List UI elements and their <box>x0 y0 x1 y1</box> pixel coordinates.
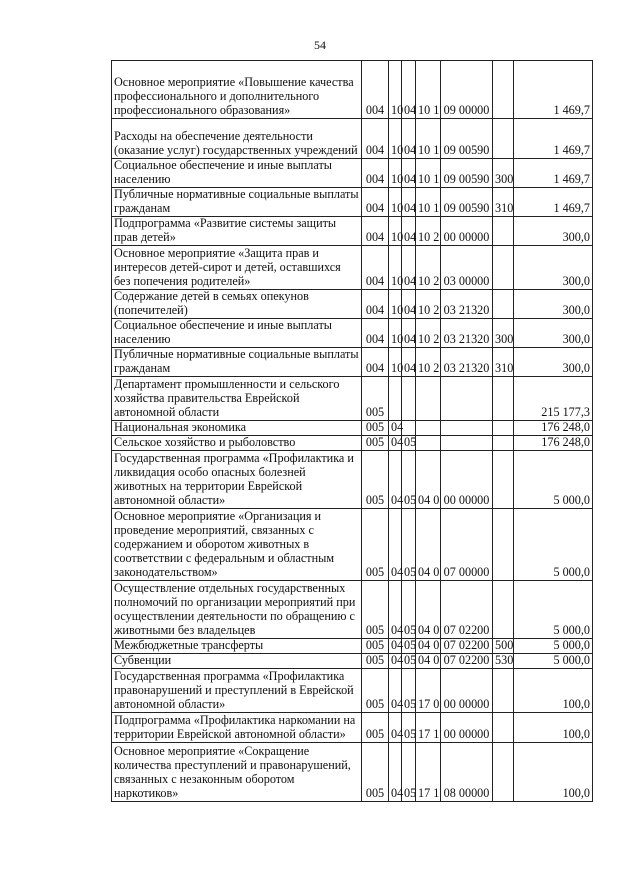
ved-code: 005 <box>362 580 389 638</box>
amount: 5 000,0 <box>514 450 593 508</box>
expense-type-code <box>493 580 514 638</box>
amount: 176 248,0 <box>514 421 593 436</box>
section-code: 04 <box>389 435 402 450</box>
expense-type-code: 300 <box>493 159 514 188</box>
target-article-code: 07 00000 <box>441 508 493 580</box>
amount: 176 248,0 <box>514 435 593 450</box>
table-row <box>112 246 593 290</box>
target-article-code: 00 00000 <box>441 668 493 712</box>
target-article-code: 03 00000 <box>441 246 493 290</box>
subsection-code: 04 <box>402 217 416 246</box>
ved-code: 005 <box>362 435 389 450</box>
subsection-code: 04 <box>402 246 416 290</box>
section-code: 04 <box>389 508 402 580</box>
target-article-code: 07 02200 <box>441 653 493 668</box>
amount: 5 000,0 <box>514 638 593 653</box>
amount: 100,0 <box>514 742 593 801</box>
section-code: 04 <box>389 421 402 436</box>
expense-type-code: 530 <box>493 653 514 668</box>
subsection-code: 05 <box>402 653 416 668</box>
target-article-code: 03 21320 <box>441 319 493 348</box>
subsection-code: 05 <box>402 508 416 580</box>
program-code: 04 0 <box>416 450 441 508</box>
table-row <box>112 742 593 801</box>
row-name: Подпрограмма «Развитие системы защиты прав детей» <box>112 217 362 246</box>
program-code: 17 0 <box>416 668 441 712</box>
amount: 300,0 <box>514 319 593 348</box>
section-code: 10 <box>389 159 402 188</box>
expense-type-code <box>493 119 514 159</box>
section-code: 04 <box>389 742 402 801</box>
ved-code: 005 <box>362 450 389 508</box>
program-code: 10 1 <box>416 119 441 159</box>
program-code: 04 0 <box>416 653 441 668</box>
target-article-code: 07 02200 <box>441 580 493 638</box>
amount: 300,0 <box>514 290 593 319</box>
expense-type-code: 500 <box>493 638 514 653</box>
row-name: Основное мероприятие «Организация и проведение мероприятий, связанных с содержанием и оборотом животных в соответствии с федеральным и областным законодательством» <box>112 508 362 580</box>
section-code: 10 <box>389 119 402 159</box>
table-row <box>112 61 593 119</box>
row-name: Публичные нормативные социальные выплаты гражданам <box>112 348 362 377</box>
row-name: Субвенции <box>112 653 362 668</box>
subsection-code: 05 <box>402 638 416 653</box>
row-name: Государственная программа «Профилактика и ликвидация особо опасных болезней животных на территории Еврейской автономной области» <box>112 450 362 508</box>
expense-type-code <box>493 742 514 801</box>
row-name: Публичные нормативные социальные выплаты гражданам <box>112 188 362 217</box>
program-code: 10 2 <box>416 217 441 246</box>
expense-type-code <box>493 217 514 246</box>
row-name: Основное мероприятие «Защита прав и интересов детей-сирот и детей, оставшихся без попечения родителей» <box>112 246 362 290</box>
row-name: Государственная программа «Профилактика правонарушений и преступлений в Еврейской автономной области» <box>112 668 362 712</box>
expense-type-code <box>493 450 514 508</box>
page-number: 54 <box>314 38 326 52</box>
table-row <box>112 421 593 436</box>
amount: 1 469,7 <box>514 119 593 159</box>
ved-code: 004 <box>362 159 389 188</box>
section-code: 04 <box>389 653 402 668</box>
table-row <box>112 668 593 712</box>
table-row <box>112 188 593 217</box>
subsection-code <box>402 421 416 436</box>
subsection-code: 05 <box>402 712 416 742</box>
table-row <box>112 435 593 450</box>
section-code: 10 <box>389 188 402 217</box>
table-row <box>112 450 593 508</box>
amount: 215 177,3 <box>514 377 593 421</box>
table-row <box>112 580 593 638</box>
table-row <box>112 319 593 348</box>
section-code: 04 <box>389 580 402 638</box>
row-name: Основное мероприятие «Повышение качества профессионального и дополнительного профессионального образования» <box>112 61 362 119</box>
target-article-code <box>441 377 493 421</box>
amount: 1 469,7 <box>514 61 593 119</box>
row-name: Основное мероприятие «Сокращение количества преступлений и правонарушений, связанных с незаконным оборотом наркотиков» <box>112 742 362 801</box>
expense-type-code <box>493 290 514 319</box>
program-code <box>416 377 441 421</box>
amount: 300,0 <box>514 348 593 377</box>
ved-code: 005 <box>362 377 389 421</box>
row-name: Сельское хозяйство и рыболовство <box>112 435 362 450</box>
subsection-code: 05 <box>402 435 416 450</box>
target-article-code: 00 00000 <box>441 217 493 246</box>
section-code <box>389 377 402 421</box>
ved-code: 004 <box>362 290 389 319</box>
amount: 100,0 <box>514 712 593 742</box>
ved-code: 005 <box>362 653 389 668</box>
program-code: 10 1 <box>416 61 441 119</box>
row-name: Подпрограмма «Профилактика наркомании на территории Еврейской автономной области» <box>112 712 362 742</box>
subsection-code: 05 <box>402 742 416 801</box>
program-code <box>416 435 441 450</box>
budget-table-body <box>112 61 593 802</box>
table-row <box>112 638 593 653</box>
amount: 5 000,0 <box>514 580 593 638</box>
expense-type-code: 310 <box>493 188 514 217</box>
table-row <box>112 377 593 421</box>
ved-code: 005 <box>362 421 389 436</box>
table-row <box>112 508 593 580</box>
row-name: Содержание детей в семьях опекунов (попечителей) <box>112 290 362 319</box>
expense-type-code <box>493 421 514 436</box>
ved-code: 004 <box>362 246 389 290</box>
target-article-code: 09 00590 <box>441 119 493 159</box>
amount: 300,0 <box>514 246 593 290</box>
expense-type-code <box>493 668 514 712</box>
expense-type-code: 310 <box>493 348 514 377</box>
program-code: 04 0 <box>416 638 441 653</box>
program-code: 10 1 <box>416 159 441 188</box>
expense-type-code <box>493 508 514 580</box>
table-row <box>112 217 593 246</box>
section-code: 04 <box>389 450 402 508</box>
target-article-code: 07 02200 <box>441 638 493 653</box>
expense-type-code <box>493 377 514 421</box>
target-article-code: 09 00590 <box>441 188 493 217</box>
row-name: Расходы на обеспечение деятельности (оказание услуг) государственных учреждений <box>112 119 362 159</box>
subsection-code: 05 <box>402 450 416 508</box>
table-row <box>112 653 593 668</box>
subsection-code: 05 <box>402 668 416 712</box>
amount: 100,0 <box>514 668 593 712</box>
target-article-code <box>441 421 493 436</box>
section-code: 10 <box>389 217 402 246</box>
row-name: Социальное обеспечение и иные выплаты населению <box>112 319 362 348</box>
table-row <box>112 712 593 742</box>
target-article-code: 00 00000 <box>441 712 493 742</box>
ved-code: 004 <box>362 348 389 377</box>
row-name: Осуществление отдельных государственных полномочий по организации мероприятий при осуществлении деятельности по обращению с животными без владельцев <box>112 580 362 638</box>
amount: 1 469,7 <box>514 188 593 217</box>
subsection-code: 04 <box>402 290 416 319</box>
expense-type-code <box>493 246 514 290</box>
table-row <box>112 348 593 377</box>
section-code: 10 <box>389 290 402 319</box>
ved-code: 005 <box>362 712 389 742</box>
target-article-code <box>441 435 493 450</box>
target-article-code: 03 21320 <box>441 290 493 319</box>
budget-table <box>111 60 593 802</box>
target-article-code: 08 00000 <box>441 742 493 801</box>
program-code: 10 2 <box>416 290 441 319</box>
subsection-code: 04 <box>402 159 416 188</box>
section-code: 04 <box>389 668 402 712</box>
ved-code: 005 <box>362 668 389 712</box>
section-code: 04 <box>389 638 402 653</box>
section-code: 04 <box>389 712 402 742</box>
section-code: 10 <box>389 246 402 290</box>
subsection-code: 04 <box>402 61 416 119</box>
row-name: Национальная экономика <box>112 421 362 436</box>
program-code <box>416 421 441 436</box>
target-article-code: 03 21320 <box>441 348 493 377</box>
amount: 1 469,7 <box>514 159 593 188</box>
amount: 5 000,0 <box>514 653 593 668</box>
section-code: 10 <box>389 348 402 377</box>
subsection-code: 05 <box>402 580 416 638</box>
subsection-code: 04 <box>402 119 416 159</box>
program-code: 04 0 <box>416 580 441 638</box>
expense-type-code <box>493 712 514 742</box>
expense-type-code: 300 <box>493 319 514 348</box>
program-code: 10 2 <box>416 348 441 377</box>
row-name: Межбюджетные трансферты <box>112 638 362 653</box>
ved-code: 004 <box>362 188 389 217</box>
expense-type-code <box>493 435 514 450</box>
subsection-code: 04 <box>402 188 416 217</box>
ved-code: 005 <box>362 638 389 653</box>
subsection-code: 04 <box>402 348 416 377</box>
program-code: 10 2 <box>416 246 441 290</box>
ved-code: 005 <box>362 742 389 801</box>
table-row <box>112 159 593 188</box>
target-article-code: 00 00000 <box>441 450 493 508</box>
ved-code: 004 <box>362 119 389 159</box>
amount: 5 000,0 <box>514 508 593 580</box>
row-name: Социальное обеспечение и иные выплаты населению <box>112 159 362 188</box>
program-code: 17 1 <box>416 712 441 742</box>
section-code: 10 <box>389 319 402 348</box>
amount: 300,0 <box>514 217 593 246</box>
ved-code: 004 <box>362 217 389 246</box>
table-row <box>112 119 593 159</box>
ved-code: 004 <box>362 319 389 348</box>
program-code: 17 1 <box>416 742 441 801</box>
target-article-code: 09 00000 <box>441 61 493 119</box>
program-code: 10 2 <box>416 319 441 348</box>
expense-type-code <box>493 61 514 119</box>
ved-code: 004 <box>362 61 389 119</box>
row-name: Департамент промышленности и сельского хозяйства правительства Еврейской автономной области <box>112 377 362 421</box>
program-code: 04 0 <box>416 508 441 580</box>
subsection-code: 04 <box>402 319 416 348</box>
section-code: 10 <box>389 61 402 119</box>
ved-code: 005 <box>362 508 389 580</box>
target-article-code: 09 00590 <box>441 159 493 188</box>
program-code: 10 1 <box>416 188 441 217</box>
subsection-code <box>402 377 416 421</box>
table-row <box>112 290 593 319</box>
